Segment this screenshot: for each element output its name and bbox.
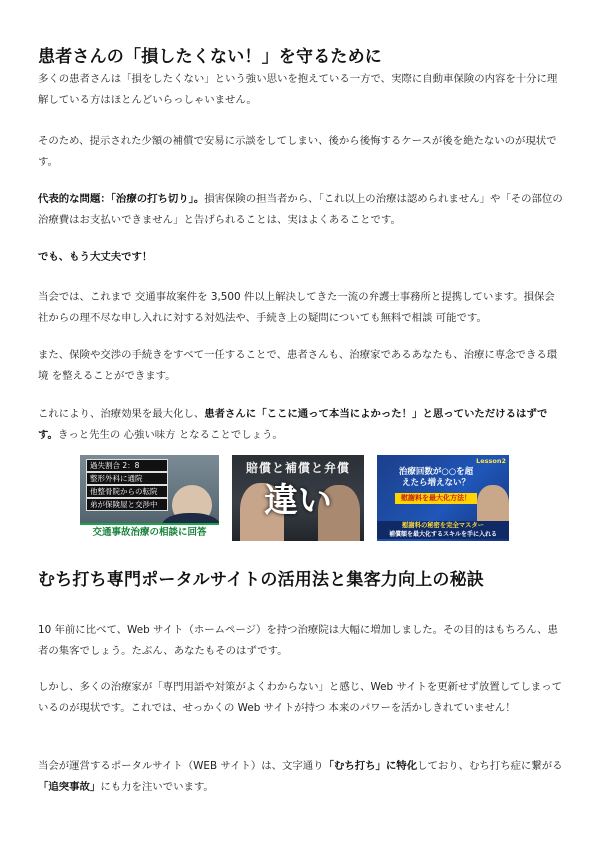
outcome-text-bold: 患者さんに「ここに通って本当によかった！」と思っていただけるはずです。	[38, 408, 548, 441]
paragraph-neglected-sites: しかし、多くの治療家が「専門用語や対策がよくわからない」と感じ、Web サイトを更新せず放置してしまっているのが現状です。これでは、せっかくの Web サイトが持つ 本来のパワーを活かしきれていません！	[38, 681, 562, 714]
portal-text-e: にも力を注いでいます。	[100, 781, 214, 793]
paragraph-settlement: そのため、提示された少額の補償で安易に示談をしてしまい、後から後悔するケースが後を絶たないのが現状です。	[38, 135, 557, 168]
paragraph-delegation: また、保険や交渉の手続きをすべて一任することで、患者さんも、治療家であるあなたも、治療に専念できる環境 を整えることができます。	[38, 349, 558, 382]
section-heading-patients: 患者さんの「損したくない！」を守るために	[38, 47, 382, 67]
case-detail-4: 弟が保険屋と交渉中	[86, 498, 168, 511]
paragraph-lawyer-partnership: 当会では、これまで 交通事故案件を 3,500 件以上解決してきた一流の弁護士事務所と提携しています。損保会社からの理不尽な申し入れに対する対処法や、手続き上の疑問についても無料で相談 可能です。	[38, 291, 555, 324]
typical-problem-text: 損害保険の担当者から、「これ以上の治療は認められません」や「その部位の治療費はお支払いできません」と告げられることは、実はよくあることです。	[38, 193, 563, 226]
paragraph-reassurance: でも、もう大丈夫です！	[38, 251, 153, 263]
paragraph-portal-site	[38, 756, 563, 798]
thumbnail-footer-1: 慰謝料の秘密を完全マスター	[377, 521, 509, 530]
portal-text-c: しており、むち打ち症に繋がる	[417, 760, 563, 772]
video-thumbnail-consultation[interactable]	[80, 455, 219, 541]
lesson-tag: Lesson2	[476, 457, 506, 465]
person-image	[477, 485, 509, 525]
portal-text-whiplash: 「むち打ち」に特化	[323, 760, 418, 772]
thumbnail-footer-2: 補償額を最大化するスキルを手に入れる	[377, 530, 509, 539]
outcome-text-c: きっと先生の 心強い味方 となることでしょう。	[57, 429, 283, 441]
thumbnail-caption: 交通事故治療の相談に回答	[80, 523, 219, 541]
video-thumbnail-compensation[interactable]	[232, 455, 364, 541]
paragraph-patients-intro: 多くの患者さんは「損をしたくない」という強い思いを抱えている一方で、実際に自動車保険の内容を十分に理解している方はほとんどいらっしゃいません。	[38, 73, 558, 106]
case-detail-3: 他整骨院からの転院	[86, 485, 168, 498]
portal-text-rear-end: 「追突事故」	[38, 781, 101, 793]
thumbnail-question: 治療回数が○○を超えたら増えない？	[398, 467, 474, 488]
section-heading-portal: むち打ち専門ポータルサイトの活用法と集客力向上の秘訣	[38, 570, 485, 590]
thumbnail-top-text: 賠償と補償と弁償	[245, 461, 350, 475]
video-thumbnail-lesson2[interactable]	[377, 455, 509, 541]
paragraph-websites: 10 年前に比べて、Web サイト（ホームページ）を持つ治療院は大幅に増加しました。その目的はもちろん、患者の集客でしょう。たぶん、あなたもそのはずです。	[38, 624, 558, 657]
paragraph-typical-problem	[38, 189, 563, 231]
typical-problem-label: 代表的な問題：「治療の打ち切り」。	[38, 193, 205, 205]
outcome-text-a: これにより、治療効果を最大化し、	[38, 408, 205, 420]
thumbnail-big-text: 違い	[264, 481, 332, 521]
case-detail-2: 整形外科に通院	[86, 472, 168, 485]
paragraph-outcome	[38, 404, 563, 446]
portal-text-a: 当会が運営するポータルサイト（WEB サイト）は、文字通り	[38, 760, 324, 772]
thumbnail-banner: 慰謝料を最大化方法！	[395, 493, 477, 504]
case-detail-1: 過失割合 2：8	[86, 459, 168, 472]
